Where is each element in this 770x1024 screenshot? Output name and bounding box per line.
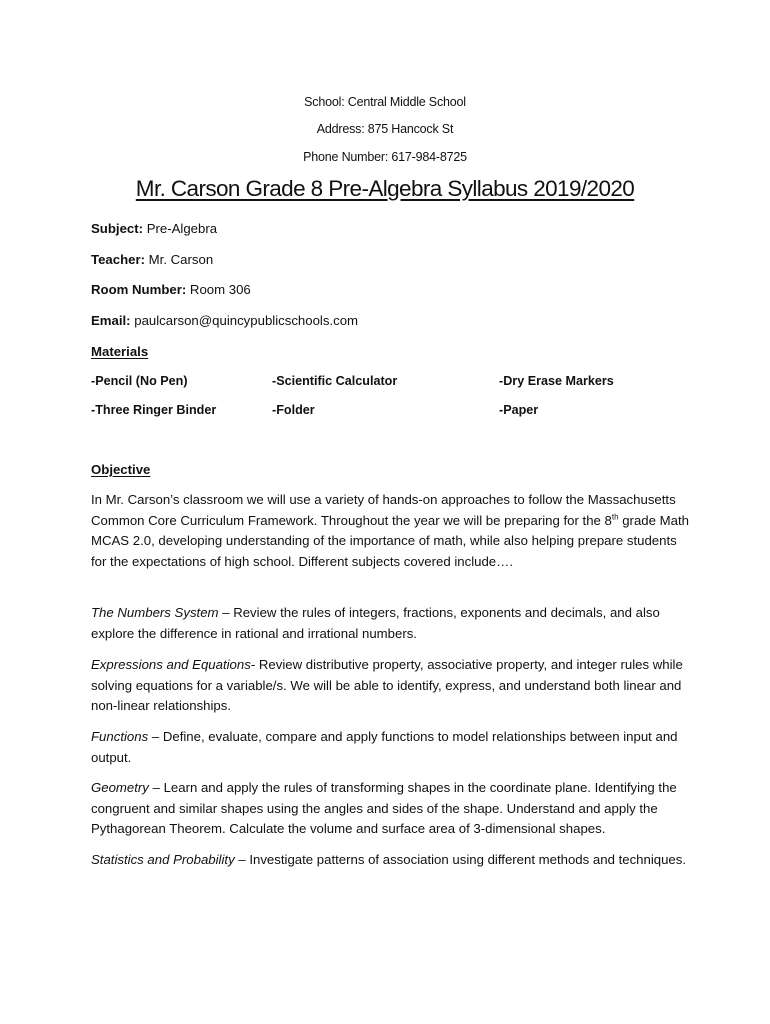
topic-text: – Investigate patterns of association using different methods and techniques. <box>234 852 687 867</box>
topic-text: – Learn and apply the rules of transforming shapes in the coordinate plane. Identifying the congruent and similar shapes using the angles and sides of the shape. Understand and apply the Pythagorean Theorem. Calculate the volume and surface area of 3-dimensional shapes. <box>91 780 677 837</box>
teacher-label: Teacher: <box>91 252 145 267</box>
material-item: -Dry Erase Markers <box>499 374 614 388</box>
ordinal-suffix: th <box>611 512 619 522</box>
materials-heading: Materials <box>91 344 149 359</box>
material-item: -Folder <box>272 403 315 417</box>
room-label: Room Number: <box>91 282 187 297</box>
subject-field <box>91 221 217 236</box>
teacher-value: Mr. Carson <box>148 252 214 267</box>
email-label: Email: <box>91 313 131 328</box>
room-value: Room 306 <box>189 282 251 297</box>
material-item: -Pencil (No Pen) <box>91 374 188 388</box>
topic-paragraph <box>91 727 691 768</box>
topic-name: Functions <box>91 729 149 744</box>
material-item: -Paper <box>499 403 539 417</box>
room-field <box>91 282 251 297</box>
intro-text-part1: In Mr. Carson’s classroom we will use a variety of hands-on approaches to follow the Massachusetts Common Core Curriculum Framework. Throughout the year we will be preparing for the 8 <box>91 492 676 528</box>
school-address: Address: 875 Hancock St <box>316 122 454 136</box>
topic-text: – Define, evaluate, compare and apply functions to model relationships between input and output. <box>91 729 678 765</box>
teacher-field <box>91 252 213 267</box>
school-name: School: Central Middle School <box>304 95 466 109</box>
intro-text-part2: grade Math MCAS 2.0, developing understanding of the importance of math, while also helping prepare students for the expectations of high school. Different subjects covered include…. <box>91 512 689 570</box>
topic-paragraph <box>91 778 691 840</box>
topic-name: Geometry <box>91 780 149 795</box>
email-value: paulcarson@quincypublicschools.com <box>134 313 359 328</box>
subject-label: Subject: <box>91 221 144 236</box>
email-field <box>91 313 358 328</box>
topic-paragraph <box>91 655 691 717</box>
objective-heading: Objective <box>91 462 151 477</box>
topic-name: Statistics and Probability <box>91 852 235 867</box>
subject-value: Pre-Algebra <box>146 221 218 236</box>
topic-name: The Numbers System <box>91 605 219 620</box>
objective-intro <box>91 490 691 573</box>
topic-paragraph <box>91 850 691 871</box>
school-phone: Phone Number: 617-984-8725 <box>303 150 467 164</box>
material-item: -Three Ringer Binder <box>91 403 217 417</box>
material-item: -Scientific Calculator <box>272 374 398 388</box>
topic-text: - Review distributive property, associative property, and integer rules while solving equations for a variable/s. We will be able to identify, express, and understand both linear and non-linear relationships. <box>91 657 683 714</box>
topic-paragraph <box>91 603 691 644</box>
page-title: Mr. Carson Grade 8 Pre-Algebra Syllabus 2019/2020 <box>135 176 635 201</box>
topic-name: Expressions and Equations <box>91 657 251 672</box>
topic-text: – Review the rules of integers, fractions, exponents and decimals, and also explore the difference in rational and irrational numbers. <box>91 605 660 641</box>
